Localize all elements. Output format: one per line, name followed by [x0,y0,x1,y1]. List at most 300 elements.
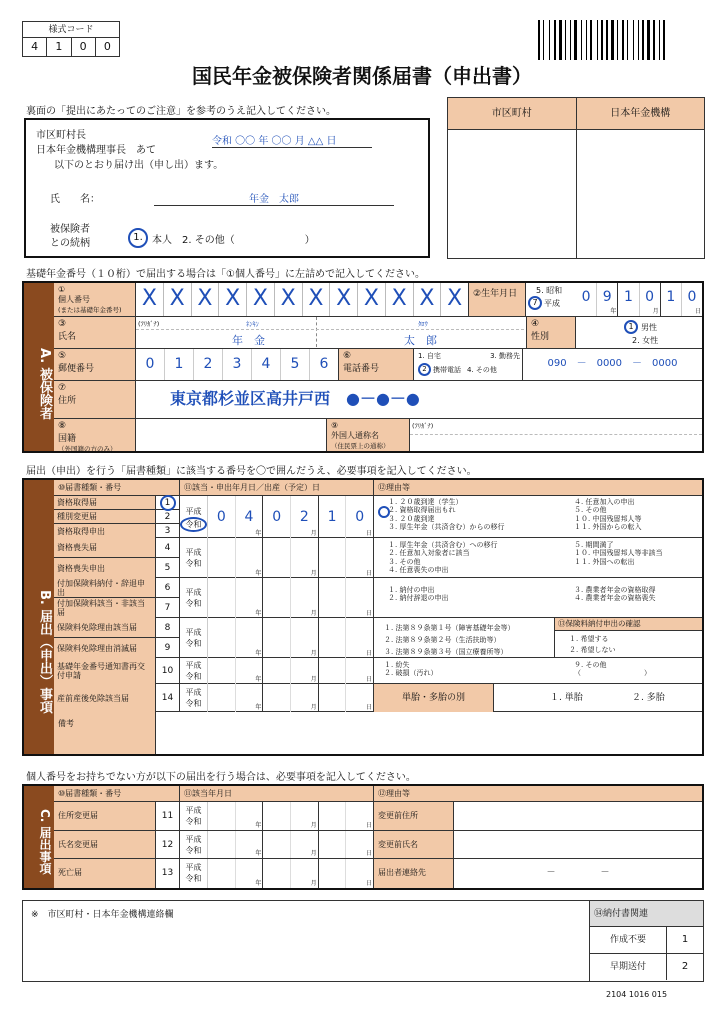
payment-row1-label: 作成不要 [590,927,667,953]
c-era[interactable] [180,831,208,859]
c-date-unit: 年 [255,879,262,887]
f5-label-cell: ⑤ 郵便番号 [54,349,136,381]
birth-unit: 日 [695,308,702,315]
single-option[interactable]: １. 単胎 [550,693,583,703]
given-name: 太 郎 [404,334,437,347]
era-heisei: 平成 [185,863,202,873]
remarks-row [54,712,702,754]
b-reason-item: ２. 納付辞退の申出 [388,594,449,603]
b-date-digit [291,578,319,618]
b-type-number[interactable] [156,558,180,578]
b-type-number-text: 9 [164,643,171,653]
b-type-number-text: 1 [160,495,176,511]
address-field[interactable]: 東京都杉並区高井戸西 ●－●－● [136,381,702,419]
c-era[interactable] [180,802,208,830]
b-date-digit [291,658,319,684]
b-reason-cell[interactable] [374,578,702,618]
c-date-digit [236,802,264,830]
payment-title: ⑭納付書関連 [590,901,703,927]
b-date-digit [236,578,264,618]
c-date-digit [319,859,347,888]
b-reason-column [574,586,700,603]
nationality-field[interactable] [136,419,326,451]
f7-label-cell: ⑦ 住所 [54,381,136,419]
office-stamp-city [448,130,577,258]
b-date-unit: 月 [310,530,317,537]
b-date-unit: 日 [366,610,373,617]
b-date-unit: 月 [310,676,317,683]
b-date-digit: 4 年 [236,496,264,538]
b-date-digit [208,618,236,658]
section-a-band: A. 被保険者 [24,283,54,451]
b-type-label: 保険料免除理由消滅届 [54,638,156,658]
b-reason-item: ５. 期間満了 [574,541,614,549]
c-date-digit [346,831,373,859]
confirm-box [554,618,702,658]
birth-digit: 0 日 [687,289,702,315]
c-date-unit: 年 [255,821,262,829]
c-date-digit [319,802,347,830]
b-reason-item: １. 納付の申出 [388,586,435,594]
payment-box [589,901,703,981]
b-type-number-text: 2 [164,511,171,522]
form-code-digit: 4 [23,38,47,56]
payment-row2-label: 早期送付 [590,954,667,980]
c-date-digit [236,859,264,888]
form-title: 国民年金被保険者関係届書（申出書） [192,64,532,88]
confirm-label: ⑬保険料納付申出の確認 [555,618,702,631]
office-box [447,97,705,259]
c-era[interactable] [180,859,208,888]
b-date-digit [208,538,236,578]
c-date-unit: 日 [366,879,373,887]
b-era[interactable] [180,618,208,658]
b-date-unit: 日 [366,650,373,657]
c-date-unit: 日 [366,821,373,829]
era-heisei: 平成 [185,661,202,670]
era-heisei: 平成 [185,628,202,637]
birth-date-field[interactable] [576,283,702,317]
b-reason-item: ３. その他 [388,557,421,566]
b-reason-column [384,622,554,658]
b-type-number-text: 7 [164,603,171,613]
contact-box [22,900,704,982]
b-date-digit [346,658,373,684]
birth-digit: 9 年 [597,283,618,316]
c-date-digit [236,831,264,859]
f2-label-cell: ②生年月日 [468,283,526,317]
b-date-digit: 0 日 [355,509,373,537]
b-reason-item: １０. 中国残留邦人等 [574,514,642,523]
era-reiwa: 令和 [185,817,202,826]
era-reiwa: 令和 [185,672,202,681]
form-code-label: 様式コード [23,22,119,38]
b-date-unit: 月 [310,610,317,617]
personal-number-digit: X [219,283,247,316]
b-row-group [54,496,702,538]
personal-number-digit: X [303,283,331,316]
b-date-digit [346,538,373,578]
c-date-digit [208,802,236,830]
b-date-digit [208,578,236,618]
b-reason-item: ２. 任意加入対象者に該当 [388,549,470,558]
relation-options[interactable] [128,228,315,248]
b-date-field[interactable] [208,538,374,578]
personal-number-digit: X [136,283,164,316]
b-type-number[interactable] [156,538,180,558]
b-reason-item: ３. 厚生年金（共済含む）からの移行 [388,523,505,532]
personal-number-digit: X [447,286,463,311]
b-col-reason: ⑫理由等 [374,480,702,496]
name-label: 氏 名： [50,194,100,205]
c-date-digit [291,831,319,859]
b-era[interactable] [180,684,208,712]
b-reason-item: １. 厚生年金（共済含む）への移行 [388,541,498,549]
b-date-unit: 年 [255,570,262,577]
b-type-number-text: 8 [164,622,171,633]
relation-circle: 1. [128,228,148,248]
office-stamp-nenkin [577,130,705,258]
c-date-unit: 月 [310,879,317,887]
b-reason-item: １. ２０歳到達（学生） [388,498,463,506]
personal-number-digit: X [386,283,414,316]
b-type-number[interactable] [156,524,180,538]
address-line1: 市区町村長 [36,130,86,141]
confirm-option: ２. 希望しない [569,646,616,654]
b-type-label: 種別変更届 [54,510,156,524]
relation-label: 被保険者 との続柄 [50,224,90,249]
c-date-digit [346,802,373,830]
c-date-digit [319,831,347,859]
c-reason-field[interactable] [454,802,702,830]
era-reiwa: 令和 [185,845,202,855]
confirm-option: １. 希望する [569,635,609,643]
remarks-field[interactable] [156,712,702,754]
era-reiwa: 令和 [185,599,202,608]
submission-date[interactable]: 令和 〇〇 年 〇〇 月 △△ 日 [212,132,372,148]
form-code-box [22,21,120,57]
b-type-number[interactable] [156,598,180,618]
b-type-number[interactable] [156,684,180,712]
personal-number-digit: X [330,283,358,316]
b-reason-cell[interactable] [374,684,702,712]
b-reason-item: ４. 任意加入の申出 [574,498,635,506]
b-reason-cell[interactable] [374,496,702,538]
confirm-options[interactable] [555,631,702,656]
section-c [22,784,704,890]
b-type-label: 資格取得届 [54,496,156,510]
b-type-number[interactable] [156,578,180,598]
instruction-c: 個人番号をお持ちでない方が以下の届出を行う場合は、必要事項を記入してください。 [26,772,416,783]
c-type-number[interactable]: 13 [156,859,180,888]
b-date-digit [319,618,347,658]
b-reason-item: ２. 法第８９条第２号（生活扶助等） [384,636,501,644]
b-date-unit: 日 [366,530,373,537]
postal-digit: 6 [319,356,329,372]
birth-era-cell[interactable]: 5. 昭和 7 平成 [526,283,576,317]
c-type-label: 死亡届 [54,859,156,888]
b-date-field[interactable] [208,658,374,684]
b-date-field[interactable] [208,684,374,712]
b-reason-item: ９. その他 [574,661,607,669]
c-type-label: 住所変更届 [54,802,156,830]
b-reason-item: ５. その他 [574,506,607,515]
c-col-type: ⑩届書種類・番号 [54,786,180,802]
b-type-label: 資格喪失届 [54,538,156,558]
b-type-number[interactable] [156,510,180,524]
b-type-label: 付加保険料納付・辞退申出 [54,578,156,598]
b-date-unit: 日 [366,570,373,577]
b-date-digit: 0 [208,496,236,538]
era-reiwa: 令和 [185,559,202,568]
b-reason-column [388,498,578,532]
b-date-digit [346,684,373,712]
b-type-number[interactable] [156,638,180,658]
b-reason-item: １. 紛失 [384,661,410,669]
birth-digit: 0 [576,283,597,316]
era-reiwa: 令和 [185,639,202,648]
b-date-digit: 0 [263,496,291,538]
b-date-digit [319,578,347,618]
postal-code-field[interactable] [136,349,338,381]
relation-other: 2. その他（ ） [182,234,315,246]
payment-row2-num[interactable]: 2 [681,961,689,972]
section-c-band: C. 届出事項 [24,786,54,888]
b-reason-cell[interactable] [374,658,702,684]
birth-digit: 1 [618,283,639,316]
b-type-number-text: 6 [164,582,171,593]
b-date-unit: 月 [310,570,317,577]
c-type-number[interactable]: 12 [156,831,180,859]
era-reiwa: 令和 [185,874,202,884]
b-date-digit [236,618,264,658]
b-reason-column [574,498,700,532]
b-date-digit [291,618,319,658]
b-reason-item: １０. 中国残留邦人等非該当 [574,549,663,558]
b-type-number-text: 5 [164,563,171,573]
contact-label: ※ 市区町村・日本年金機構連絡欄 [31,910,174,920]
c-reason-label: 変更前住所 [374,802,454,830]
b-date-field[interactable] [208,618,374,658]
b-reason-column [384,661,574,678]
section-a [22,281,704,453]
f8-label-cell: ⑧ 国籍 （外国籍の方のみ） [54,419,136,451]
b-date-field[interactable] [208,578,374,618]
sex-circle: 1 [624,320,638,334]
c-date-unit: 年 [255,850,262,858]
b-date-unit: 年 [255,530,262,537]
c-row [54,831,702,860]
birth-unit: 年 [610,308,617,315]
form-code-digit: 0 [72,38,96,56]
form-code-digit: 0 [103,40,111,53]
sex-field[interactable]: 1 男性 2. 女性 [576,317,702,349]
era-reiwa: 令和 [185,699,202,708]
name-field[interactable]: 年金 太郎 [154,190,394,206]
family-name: 年 金 [232,334,265,347]
b-type-label: 資格喪失申出 [54,558,156,578]
c-reason-label: 届出者連絡先 [374,859,454,888]
b-type-number-text: 10 [161,666,174,676]
b-date-digit [208,684,236,712]
phone-circle: 2 [418,363,431,376]
personal-number-digit: X [164,283,192,316]
b-era[interactable] [180,496,208,538]
personal-number-digit: X [275,283,303,316]
c-date-unit: 月 [310,821,317,829]
c-date-digit [208,859,236,888]
b-col-type: ⑩届書種類・番号 [54,480,180,496]
c-reason-field[interactable] [454,831,702,859]
b-date-digit [319,684,347,712]
b-reason-column [574,661,700,678]
b-date-digit [208,658,236,684]
postal-digit: 1 [165,349,194,380]
b-reason-item: ３. 法第８９条第３号（国立療養所等） [384,648,508,656]
address-line3: 以下のとおり届け出（申し出）ます。 [54,160,224,171]
b-type-label: 基礎年金番号通知書再交付申請 [54,658,156,684]
c-type-number[interactable]: 11 [156,802,180,830]
postal-digit: 5 [281,349,310,380]
b-type-number-text: 3 [164,526,171,536]
b-date-digit [263,684,291,712]
b-date-unit: 年 [255,676,262,683]
b-date-digit [236,684,264,712]
b-date-digit [263,618,291,658]
phone-type-field[interactable]: 1. 自宅 3. 勤務先 2 携帯電話 4. その他 [414,349,522,381]
instruction-a: 基礎年金番号（１０桁）で届出する場合は「①個人番号」に左詰めで記入してください。 [26,269,425,280]
personal-number-digit: X [247,283,275,316]
b-reason-column [388,541,578,575]
f9-label-cell: ⑨ 外国人通称名 （住民票上の通称） [326,419,410,451]
b-type-number-circled[interactable] [156,496,180,510]
b-date-digit [319,658,347,684]
era-heisei: 平成 [185,688,202,697]
postal-digit: 4 [252,349,281,380]
birth-unit: 月 [652,308,659,315]
multi-option[interactable]: ２. 多胎 [632,693,665,703]
b-date-digit: 1 [319,496,347,538]
era-heisei: 平成 [185,507,202,516]
office-col-nenkin: 日本年金機構 [610,108,671,119]
b-date-unit: 月 [310,704,317,711]
b-date-unit: 年 [255,650,262,657]
b-reason-item: １. 法第８９条第１号（障害基礎年金等） [384,624,515,632]
birth-digit: 0 月 [640,283,661,316]
b-reason-item: １１. 外国への転出 [574,557,635,566]
c-col-reason: ⑫理由等 [374,786,702,802]
f1-label-cell: ① 個人番号 (または基礎年金番号) [54,283,136,317]
b-era[interactable] [180,578,208,618]
c-reason-field[interactable]: － － [546,868,610,879]
b-type-number[interactable] [156,658,180,684]
address-line2: 日本年金機構理事長 あて [36,145,156,156]
b-reason-item: ３. 農業者年金の資格取得 [574,586,656,594]
b-date-digit: 2 月 [291,496,319,538]
era-reiwa: 令和 [180,517,207,532]
relation-self: 本人 [152,234,172,246]
b-date-digit [263,578,291,618]
address-box [24,118,430,258]
personal-number-digit: X [358,283,386,316]
personal-number-field[interactable] [136,283,468,317]
b-date-digit [236,538,264,578]
form-footer-code: 2104 1016 015 [606,990,668,999]
b-date-digit [263,658,291,684]
b-type-label: 保険料免除理由該当届 [54,618,156,638]
b-row-group [54,618,702,658]
era-heisei: 平成 [185,588,202,597]
instruction-top: 裏面の「提出にあたってのご注意」を参考のうえ記入してください。 [26,106,336,117]
b-row-group [54,538,702,578]
f6-label-cell: ⑥ 電話番号 [338,349,414,381]
b-reason-item: ２. 資格取得届出もれ [388,506,456,515]
c-date-digit [346,859,373,888]
c-date-field[interactable] [208,859,374,888]
reason-circle [378,506,390,518]
b-era[interactable] [180,538,208,578]
b-type-number[interactable] [156,618,180,638]
remarks-label: 備考 [54,712,156,754]
b-reason-item: ４. 農業者年金の資格喪失 [574,594,656,603]
b-reason-column [388,586,578,603]
postal-digit: 3 [223,349,252,380]
c-date-digit [263,859,291,888]
postal-digit: 2 [194,349,223,380]
section-b [22,478,704,756]
c-row [54,802,702,831]
b-reason-item: ４. 任意喪失の申出 [388,566,449,575]
b-type-number-text: 14 [161,693,174,703]
era-heisei: 平成 [185,548,202,557]
c-reason-label: 変更前氏名 [374,831,454,859]
c-date-digit [291,802,319,830]
b-date-digit [319,538,347,578]
c-col-date: ⑪該当年月日 [180,786,374,802]
b-date-unit: 日 [366,704,373,711]
b-date-digit [346,578,373,618]
b-date-digit [291,538,319,578]
f4-label-cell: ④ 性別 [526,317,576,349]
phone-number-field[interactable]: 090 － 0000 － 0000 [522,349,702,381]
personal-number-digit: X [192,283,220,316]
b-type-number-text: 4 [164,542,171,553]
c-date-field[interactable] [208,831,374,859]
birth-digit: 1 [661,283,682,316]
b-row-group [54,684,702,712]
alias-field[interactable]: (ﾌﾘｶﾞﾅ) [410,419,702,451]
b-type-label: 産前産後免除該当届 [54,684,156,712]
b-reason-item: ２. 破損（汚れ） [384,669,438,678]
b-date-digit [236,658,264,684]
b-row-group [54,578,702,618]
personal-number-digit: X [414,283,442,316]
b-date-unit: 日 [366,676,373,683]
payment-row1-num[interactable]: 1 [681,934,689,945]
name-kana-field[interactable]: (ﾌﾘｶﾞﾅ) ﾈﾝｷﾝ ﾀﾛｳ 年 金 太 郎 [136,317,526,349]
b-era[interactable] [180,658,208,684]
section-b-band: B. 届出（申出）事項 [24,480,54,754]
b-reason-cell[interactable] [374,538,702,578]
b-row-group [54,658,702,684]
b-date-unit: 年 [255,704,262,711]
b-reason-column [574,541,700,566]
instruction-b: 届出（申出）を行う「届書種類」に該当する番号を〇で囲んだうえ、必要事項を記入してください。 [26,466,477,477]
c-date-field[interactable] [208,802,374,830]
b-reason-cell[interactable] [374,618,702,658]
b-date-field[interactable] [208,496,374,538]
b-reason-item: （ ） [574,669,651,678]
